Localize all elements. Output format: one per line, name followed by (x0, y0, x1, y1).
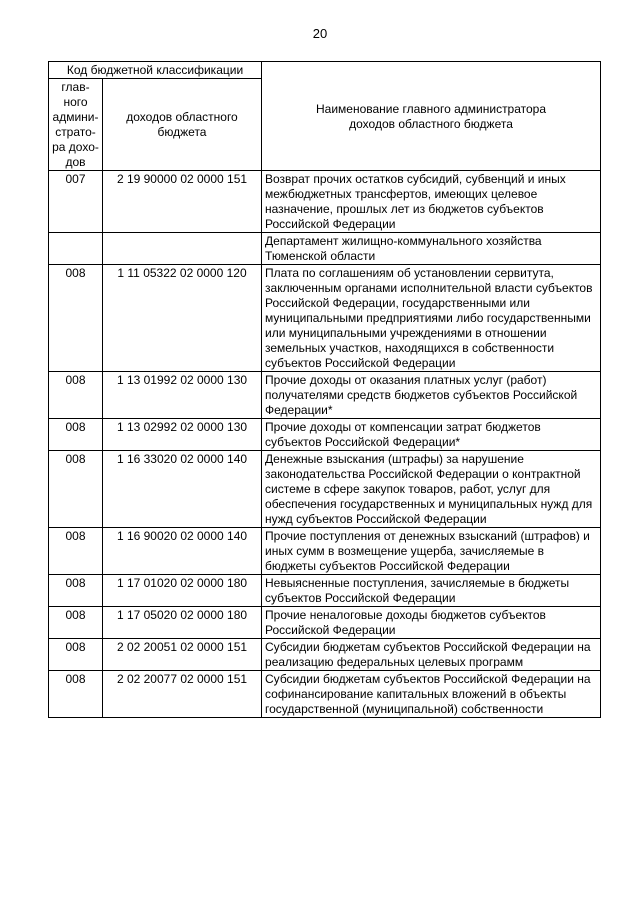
income-code-cell: 1 16 33020 02 0000 140 (103, 451, 262, 528)
income-code-cell: 2 02 20051 02 0000 151 (103, 639, 262, 671)
table-row (49, 233, 601, 265)
admin-code-cell: 008 (49, 451, 103, 528)
income-name-cell: Денежные взыскания (штрафы) за нарушение законодательства Российской Федерации о контрактной системе в сфере закупок товаров, работ, услуг для обеспечения государственных и муниципальных нужд для нужд субъектов Российской Федерации (262, 451, 601, 528)
table-row (49, 607, 601, 639)
income-code-cell: 1 16 90020 02 0000 140 (103, 528, 262, 575)
admin-code-cell: 008 (49, 607, 103, 639)
income-code-cell: 2 02 20077 02 0000 151 (103, 671, 262, 718)
header-regional-budget-income (103, 79, 262, 171)
income-name-cell: Прочие доходы от оказания платных услуг (работ) получателями средств бюджетов субъектов Российской Федерации* (262, 372, 601, 419)
table-row (49, 528, 601, 575)
budget-classification-table (48, 61, 601, 718)
table-row (49, 372, 601, 419)
admin-code-cell: 008 (49, 528, 103, 575)
income-code-cell: 2 19 90000 02 0000 151 (103, 171, 262, 233)
table-row (49, 451, 601, 528)
header-admin-text: глав- ного админи- страто- ра дохо- дов (52, 80, 99, 169)
income-code-cell: 1 13 01992 02 0000 130 (103, 372, 262, 419)
income-name-cell: Прочие неналоговые доходы бюджетов субъектов Российской Федерации (262, 607, 601, 639)
admin-code-cell: 008 (49, 639, 103, 671)
admin-code-cell (49, 233, 103, 265)
income-name-cell: Субсидии бюджетам субъектов Российской Федерации на софинансирование капитальных вложений в объекты государственной (муниципальной) собственности (262, 671, 601, 718)
header-administrator-name (262, 62, 601, 171)
income-name-cell: Прочие доходы от компенсации затрат бюджетов субъектов Российской Федерации* (262, 419, 601, 451)
header-name-text: Наименование главного администратора доходов областного бюджета (316, 101, 547, 131)
income-name-cell: Невыясненные поступления, зачисляемые в бюджеты субъектов Российской Федерации (262, 575, 601, 607)
income-code-cell: 1 17 05020 02 0000 180 (103, 607, 262, 639)
admin-code-cell: 007 (49, 171, 103, 233)
page-number: 20 (312, 26, 328, 41)
income-name-cell: Субсидии бюджетам субъектов Российской Федерации на реализацию федеральных целевых программ (262, 639, 601, 671)
department-heading-cell: Департамент жилищно-коммунального хозяйства Тюменской области (262, 233, 601, 265)
header-income-text: доходов областного бюджета (126, 110, 238, 139)
table-row (49, 671, 601, 718)
income-code-cell (103, 233, 262, 265)
income-code-cell: 1 13 02992 02 0000 130 (103, 419, 262, 451)
table-row (49, 171, 601, 233)
admin-code-cell: 008 (49, 372, 103, 419)
income-name-cell: Прочие поступления от денежных взысканий (штрафов) и иных сумм в возмещение ущерба, зачисляемые в бюджеты субъектов Российской Федерации (262, 528, 601, 575)
header-row-group (49, 62, 601, 79)
table-header (49, 62, 601, 171)
table-body (49, 171, 601, 718)
table-row (49, 575, 601, 607)
table-row (49, 639, 601, 671)
income-code-cell: 1 17 01020 02 0000 180 (103, 575, 262, 607)
table-row (49, 419, 601, 451)
admin-code-cell: 008 (49, 419, 103, 451)
header-chief-administrator (49, 79, 103, 171)
admin-code-cell: 008 (49, 575, 103, 607)
admin-code-cell: 008 (49, 671, 103, 718)
income-name-cell: Плата по соглашениям об установлении сервитута, заключенным органами исполнительной власти субъектов Российской Федерации, государственными или муниципальными предприятиями либо государственными или муниципальными учреждениями в отношении земельных участков, находящихся в собственности субъектов Российской Федерации (262, 265, 601, 372)
table-row (49, 265, 601, 372)
income-code-cell: 1 11 05322 02 0000 120 (103, 265, 262, 372)
admin-code-cell: 008 (49, 265, 103, 372)
header-budget-classification-code: Код бюджетной классификации (49, 62, 262, 79)
income-name-cell: Возврат прочих остатков субсидий, субвенций и иных межбюджетных трансфертов, имеющих целевое назначение, прошлых лет из бюджетов субъектов Российской Федерации (262, 171, 601, 233)
